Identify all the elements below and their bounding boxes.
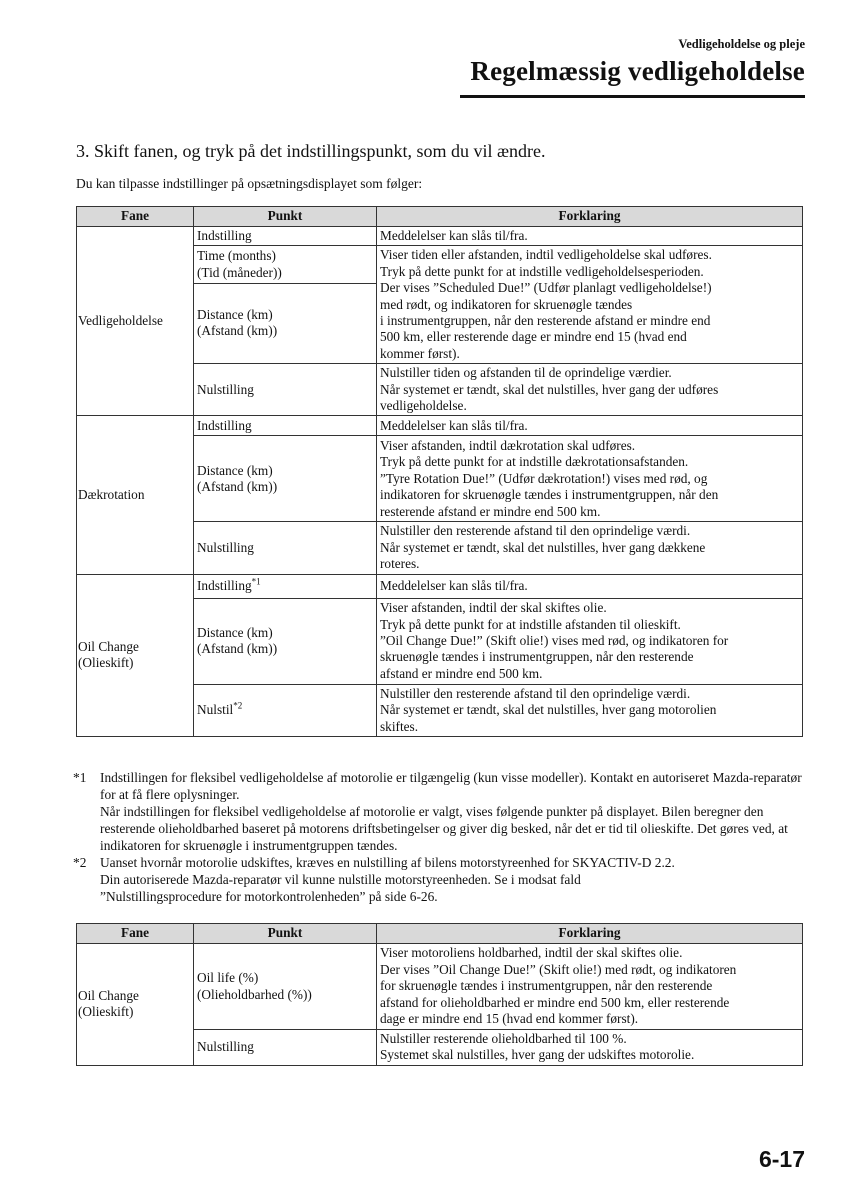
- title-rule: [460, 95, 805, 98]
- oil-life-table: [76, 923, 803, 1066]
- table-header-row: [77, 924, 803, 944]
- item-cell: [194, 684, 377, 736]
- table-row: [77, 944, 803, 1030]
- explanation-cell: Meddelelser kan slås til/fra.: [377, 416, 803, 436]
- header-explanation: Forklaring: [377, 924, 803, 944]
- item-cell: Distance (km) (Afstand (km)): [194, 598, 377, 684]
- footnote-text: Indstillingen for fleksibel vedligeholdelse af motorolie er tilgængelig (kun visse modeller). Kontakt en autoriseret Mazda-reparatør for at få flere oplysninger. Når indstillingen for fleksibel vedligeholdelse af motorolie er valgt, vises følgende punkter på displayet. Bilen beregner den resterende olieholdbarhed baseret på motorens driftsbetingelser og giver dig besked, når det er tid til olieskifte. Det gøres ved, at indikatoren for skruenøgle i instrumentgruppen tændes.: [100, 770, 802, 853]
- footnote: [73, 854, 806, 905]
- table-row: [77, 227, 803, 246]
- explanation-cell: Meddelelser kan slås til/fra.: [377, 227, 803, 246]
- explanation-cell: Viser motoroliens holdbarhed, indtil der skal skiftes olie. Der vises ”Oil Change Due!” (Skift olie!) med rødt, og indikatoren for skruenøgle tændes i instrumentgruppen, når den resterende afstand for olieholdbarhed er mindre end 500 km, eller resterende dage er mindre end 15 (hvad end kommer først).: [377, 944, 803, 1030]
- explanation-cell: Viser tiden eller afstanden, indtil vedligeholdelse skal udføres. Tryk på dette punkt for at indstille vedligeholdelsesperioden. Der vises ”Scheduled Due!” (Udfør planlagt vedligeholdelse!) med rødt, og indikatoren for skruenøgle tændes i instrumentgruppen, når den resterende afstand er mindre end 500 km, eller resterende dage er mindre end 15 (hvad end kommer først).: [377, 246, 803, 364]
- item-cell: Nulstilling: [194, 522, 377, 574]
- footnotes: [73, 769, 806, 905]
- header-explanation: Forklaring: [377, 207, 803, 227]
- explanation-cell: Nulstiller den resterende afstand til den oprindelige værdi. Når systemet er tændt, skal det nulstilles, hver gang dækkene roteres.: [377, 522, 803, 574]
- intro-text: Du kan tilpasse indstillinger på opsætningsdisplayet som følger:: [76, 176, 423, 191]
- item-cell: Distance (km) (Afstand (km)): [194, 283, 377, 364]
- footnote-mark: *2: [73, 855, 87, 870]
- page-number: 6-17: [758, 1146, 805, 1172]
- footnote-mark: *1: [73, 770, 87, 785]
- step-instruction: 3. Skift fanen, og tryk på det indstillingspunkt, som du vil ændre.: [76, 141, 546, 161]
- item-label: Indstilling: [197, 577, 252, 593]
- header-tab: Fane: [77, 207, 194, 227]
- explanation-cell: Nulstiller resterende olieholdbarhed til 100 %. Systemet skal nulstilles, hver gang der udskiftes motorolie.: [377, 1030, 803, 1066]
- table-header-row: [77, 207, 803, 227]
- item-cell: Oil life (%) (Olieholdbarhed (%)): [194, 944, 377, 1030]
- tab-cell-tyre-rotation: Dækrotation: [77, 416, 194, 574]
- item-cell: Indstilling: [194, 416, 377, 436]
- settings-table: [76, 206, 803, 737]
- item-cell: Nulstilling: [194, 364, 377, 416]
- item-cell: Time (months) (Tid (måneder)): [194, 246, 377, 283]
- explanation-cell: Viser afstanden, indtil der skal skiftes olie. Tryk på dette punkt for at indstille afstanden til olieskift. ”Oil Change Due!” (Skift olie!) vises med rød, og indikatoren for skruenøgle tændes i instrumentgruppen, når den resterende afstand er mindre end 500 km.: [377, 598, 803, 684]
- explanation-cell: Meddelelser kan slås til/fra.: [377, 574, 803, 598]
- tab-cell-oil-change: Oil Change (Olieskift): [77, 574, 194, 736]
- header-tab: Fane: [77, 924, 194, 944]
- item-cell: Nulstilling: [194, 1030, 377, 1066]
- explanation-cell: Nulstiller den resterende afstand til den oprindelige værdi. Når systemet er tændt, skal det nulstilles, hver gang motorolien skiftes.: [377, 684, 803, 736]
- footnote-ref: *1: [251, 576, 261, 587]
- explanation-cell: Viser afstanden, indtil dækrotation skal udføres. Tryk på dette punkt for at indstille dækrotationsafstanden. ”Tyre Rotation Due!” (Udfør dækrotation!) vises med rød, og indikatoren for skruenøgle tændes i instrumentgruppen, når den resterende afstand er mindre end 500 km.: [377, 436, 803, 522]
- page-title: Regelmæssig vedligeholdelse: [470, 56, 805, 86]
- footnote-text: Uanset hvornår motorolie udskiftes, kræves en nulstilling af bilens motorstyreenhed for SKYACTIV-D 2.2. Din autoriserede Mazda-reparatør vil kunne nulstille motorstyreenheden. Se i modsat fald ”Nulstillingsprocedure for motorkontrolenheden” på side 6-26.: [100, 855, 675, 904]
- item-cell: Indstilling: [194, 227, 377, 246]
- table-row: [77, 416, 803, 436]
- tab-cell-oil-change: Oil Change (Olieskift): [77, 944, 194, 1066]
- explanation-cell: Nulstiller tiden og afstanden til de oprindelige værdier. Når systemet er tændt, skal det nulstilles, hver gang der udføres vedligeholdelse.: [377, 364, 803, 416]
- item-cell: Distance (km) (Afstand (km)): [194, 436, 377, 522]
- header-item: Punkt: [194, 207, 377, 227]
- footnote-ref: *2: [233, 700, 243, 711]
- footnote: [73, 769, 806, 854]
- item-label: Nulstil: [197, 702, 234, 718]
- header-item: Punkt: [194, 924, 377, 944]
- table-row: [77, 574, 803, 598]
- tab-cell-maintenance: Vedligeholdelse: [77, 227, 194, 416]
- item-cell: [194, 574, 377, 598]
- section-label: Vedligeholdelse og pleje: [678, 37, 805, 51]
